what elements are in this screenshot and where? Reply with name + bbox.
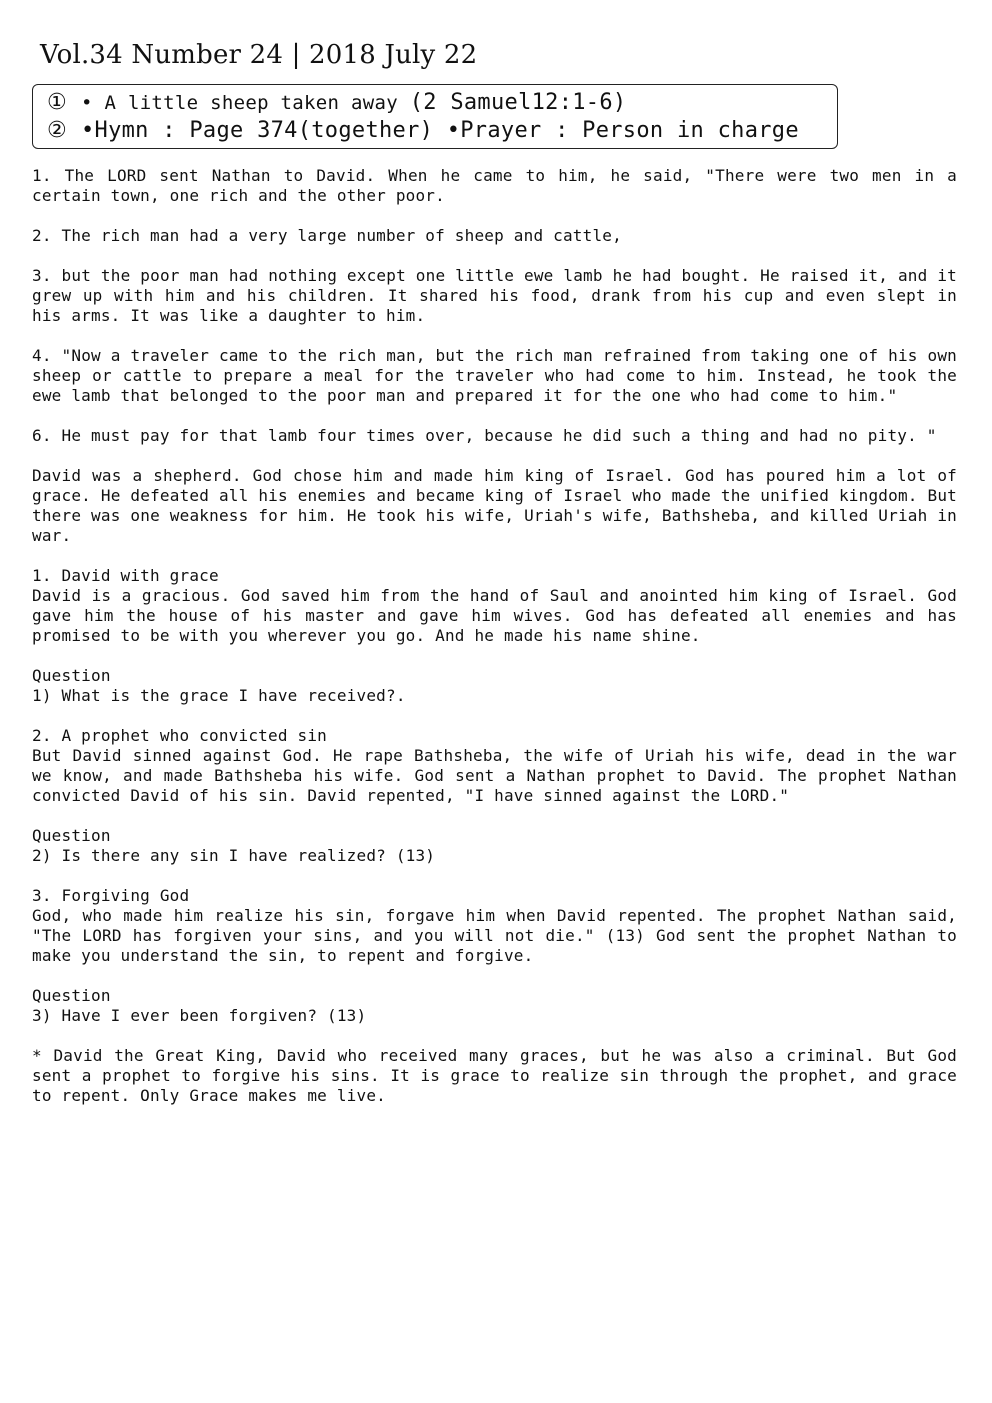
question-label: Question [32, 666, 111, 685]
section-3 [32, 886, 957, 966]
intro-paragraph: David was a shepherd. God chose him and made him king of Israel. God has poured him a lot of grace. He defeated all his enemies and became king of Israel who made the unified kingdom. But there was one weakness for him. He took his wife, Uriah's wife, Bathsheba, and killed Uriah in war. [32, 466, 957, 545]
section-1 [32, 566, 957, 646]
scripture-reference: (2 Samuel12:1-6) [409, 90, 627, 115]
circled-number-two: ② [47, 118, 68, 143]
section-heading: 1. David with grace [32, 566, 219, 585]
sermon-title: • A little sheep taken away [81, 92, 398, 114]
verse-1: 1. The LORD sent Nathan to David. When he came to him, he said, "There were two men in a certain town, one rich and the other poor. [32, 166, 957, 205]
circled-number-one: ① [47, 90, 68, 115]
hymn-prayer-line [47, 117, 837, 145]
section-body: But David sinned against God. He rape Bathsheba, the wife of Uriah his wife, dead in the war we know, and made Bathsheba his wife. God sent a Nathan prophet to David. The prophet Nathan convicted David of his sin. David repented, "I have sinned against the LORD." [32, 746, 957, 805]
section-body: God, who made him realize his sin, forgave him when David repented. The prophet Nathan said, "The LORD has forgiven your sins, and you will not die." (13) God sent the prophet Nathan to make you understand the sin, to repent and forgive. [32, 906, 957, 965]
masthead: Vol.34 Number 24 | 2018 July 22 [40, 40, 478, 70]
verse-2: 2. The rich man had a very large number of sheep and cattle, [32, 226, 622, 245]
question-text: 2) Is there any sin I have realized? (13) [32, 846, 436, 865]
sermon-title-line [47, 89, 837, 117]
question-label: Question [32, 826, 111, 845]
question-3 [32, 986, 957, 1026]
hymn-prayer-text: •Hymn : Page 374(together) •Prayer : Person in charge [81, 118, 799, 143]
section-heading: 2. A prophet who convicted sin [32, 726, 327, 745]
question-1 [32, 666, 957, 706]
question-text: 1) What is the grace I have received?. [32, 686, 406, 705]
section-body: David is a gracious. God saved him from the hand of Saul and anointed him king of Israel. God gave him the house of his master and gave him wives. God has defeated all enemies and has promised to be with you wherever you go. And he made his name shine. [32, 586, 957, 645]
question-text: 3) Have I ever been forgiven? (13) [32, 1006, 367, 1025]
bulletin-body [32, 166, 957, 1126]
question-2 [32, 826, 957, 866]
section-2 [32, 726, 957, 806]
section-heading: 3. Forgiving God [32, 886, 190, 905]
verse-3: 3. but the poor man had nothing except one little ewe lamb he had bought. He raised it, and it grew up with him and his children. It shared his food, drank from his cup and even slept in his arms. It was like a daughter to him. [32, 266, 957, 325]
verse-4: 4. "Now a traveler came to the rich man, but the rich man refrained from taking one of his own sheep or cattle to prepare a meal for the traveler who had come to him. Instead, he took the ewe lamb that belonged to the poor man and prepared it for the one who had come to him." [32, 346, 957, 405]
conclusion-paragraph: * David the Great King, David who received many graces, but he was also a criminal. But God sent a prophet to forgive his sins. It is grace to realize sin through the prophet, and grace to repent. Only Grace makes me live. [32, 1046, 957, 1105]
verse-6: 6. He must pay for that lamb four times over, because he did such a thing and had no pity. " [32, 426, 937, 445]
order-of-service-box [32, 84, 838, 149]
question-label: Question [32, 986, 111, 1005]
